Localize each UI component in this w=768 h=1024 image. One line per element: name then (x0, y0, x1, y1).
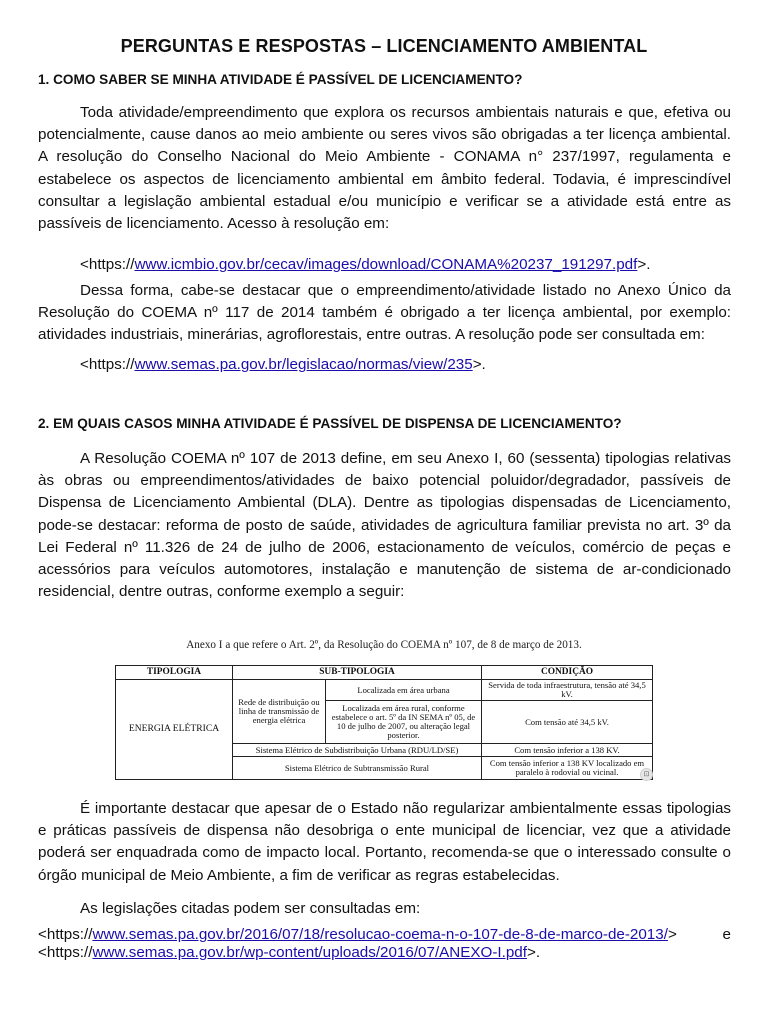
section-2-paragraph-2: É importante destacar que apesar de o Estado não regularizar ambientalmente essas tipologias e práticas passíveis de dispensa não desobriga o ente municipal de licenciar, vez que a atividade poderá ser enquadrada como de impacto local. Portanto, recomenda-se que o interessado consulte o órgão municipal de Meio Ambiente, a fim de verificar as regras estabelecidas. (38, 800, 731, 884)
tipologia-cell: ENERGIA ELÉTRICA (116, 680, 233, 780)
coema-107-link[interactable]: www.semas.pa.gov.br/2016/07/18/resolucao-coema-n-o-107-de-8-de-marco-de-2013/ (92, 926, 668, 943)
link-3-prefix: <https:// (38, 926, 93, 943)
conama-237-link[interactable]: www.icmbio.gov.br/cecav/images/download/CONAMA%20237_191297.pdf (134, 256, 638, 273)
table-row (116, 680, 653, 701)
sub-tipologia-cell: Localizada em área urbana (326, 680, 482, 701)
link-3-suffix: > (667, 926, 677, 943)
link-4-prefix: <https:// (38, 944, 93, 961)
link-1-line (80, 256, 650, 273)
link-1-suffix: >. (637, 256, 651, 273)
sub-tipologia-cell: Sistema Elétrico de Subdistribuição Urbana (RDU/LD/SE) (233, 744, 482, 757)
section-2-heading: 2. EM QUAIS CASOS MINHA ATIVIDADE É PASSÍVEL DE DISPENSA DE LICENCIAMENTO? (38, 416, 622, 431)
header-condicao: CONDIÇÃO (482, 666, 653, 680)
sub-tipologia-cell: Localizada em área rural, conforme estabelece o art. 5º da IN SEMA nº 05, de 10 de julho de 2007, ou alteração legal posterior. (326, 701, 482, 744)
link-4-line (38, 944, 540, 961)
link-3-line (38, 926, 731, 943)
page-title: PERGUNTAS E RESPOSTAS – LICENCIAMENTO AMBIENTAL (120, 36, 648, 56)
sub-group-cell: Rede de distribuição ou linha de transmissão de energia elétrica (233, 680, 326, 744)
annex-caption: Anexo I a que refere o Art. 2º, da Resolução do COEMA nº 107, de 8 de março de 2013. (186, 639, 582, 651)
zoom-icon[interactable]: ⊡ (640, 768, 653, 781)
section-1-paragraph-2: Dessa forma, cabe-se destacar que o empreendimento/atividade listado no Anexo Único da Resolução do COEMA nº 117 de 2014 também é obrigado a ter licença ambiental, por exemplo: atividades industriais, minerárias, agroflorestais, entre outras. A resolução pode ser consultada em: (38, 282, 731, 344)
annex-table (115, 665, 653, 780)
section-2-paragraph-3: As legislações citadas podem ser consultadas em: (80, 900, 421, 917)
anexo-i-link[interactable]: www.semas.pa.gov.br/wp-content/uploads/2016/07/ANEXO-I.pdf (92, 944, 527, 961)
coema-117-link[interactable]: www.semas.pa.gov.br/legislacao/normas/view/235 (134, 356, 473, 373)
annex-header-row (116, 666, 653, 680)
link-joiner: e (722, 926, 731, 943)
condicao-cell: Com tensão inferior a 138 KV localizado em paralelo à rodovial ou vicinal. (482, 757, 653, 780)
section-1-paragraph-1: Toda atividade/empreendimento que explora os recursos ambientais naturais e que, efetiva ou potencialmente, cause danos ao meio ambiente ou seres vivos são obrigadas a ter licença ambiental. A resolução do Conselho Nacional do Meio Ambiente - CONAMA n° 237/1997, regulamenta e estabelece os aspectos de licenciamento ambiental em âmbito federal. Todavia, é imprescindível consultar a legislação ambiental estadual e/ou município e verificar se a atividade está entre as passíveis de licenciamento. Acesso à resolução em: (38, 104, 731, 233)
sub-tipologia-cell: Sistema Elétrico de Subtransmissão Rural (233, 757, 482, 780)
link-2-prefix: <https:// (80, 356, 135, 373)
condicao-cell: Com tensão até 34,5 kV. (482, 701, 653, 744)
header-tipologia: TIPOLOGIA (116, 666, 233, 680)
condicao-cell: Com tensão inferior a 138 KV. (482, 744, 653, 757)
link-2-suffix: >. (472, 356, 486, 373)
section-1-heading: 1. COMO SABER SE MINHA ATIVIDADE É PASSÍVEL DE LICENCIAMENTO? (38, 72, 523, 87)
link-2-line (80, 356, 486, 373)
link-4-suffix: >. (526, 944, 541, 961)
header-sub-tipologia: SUB-TIPOLOGIA (233, 666, 482, 680)
section-2-paragraph-1: A Resolução COEMA nº 107 de 2013 define, em seu Anexo I, 60 (sessenta) tipologias relativas às obras ou empreendimentos/atividades de baixo potencial poluidor/degradador, passíveis de Dispensa de Licenciamento Ambiental (DLA). Dentre as tipologias dispensadas de Licenciamento, pode-se destacar: reforma de posto de saúde, atividades de agricultura familiar prevista no art. 3º da Lei Federal nº 11.326 de 24 de julho de 2006, estacionamento de veículos, comércio de peças e acessórios para veículos automotores, instalação e manutenção de sistema de ar-condicionado residencial, dentre outras, conforme exemplo a seguir: (38, 450, 731, 601)
link-1-prefix: <https:// (80, 256, 135, 273)
condicao-cell: Servida de toda infraestrutura, tensão até 34,5 kV. (482, 680, 653, 701)
